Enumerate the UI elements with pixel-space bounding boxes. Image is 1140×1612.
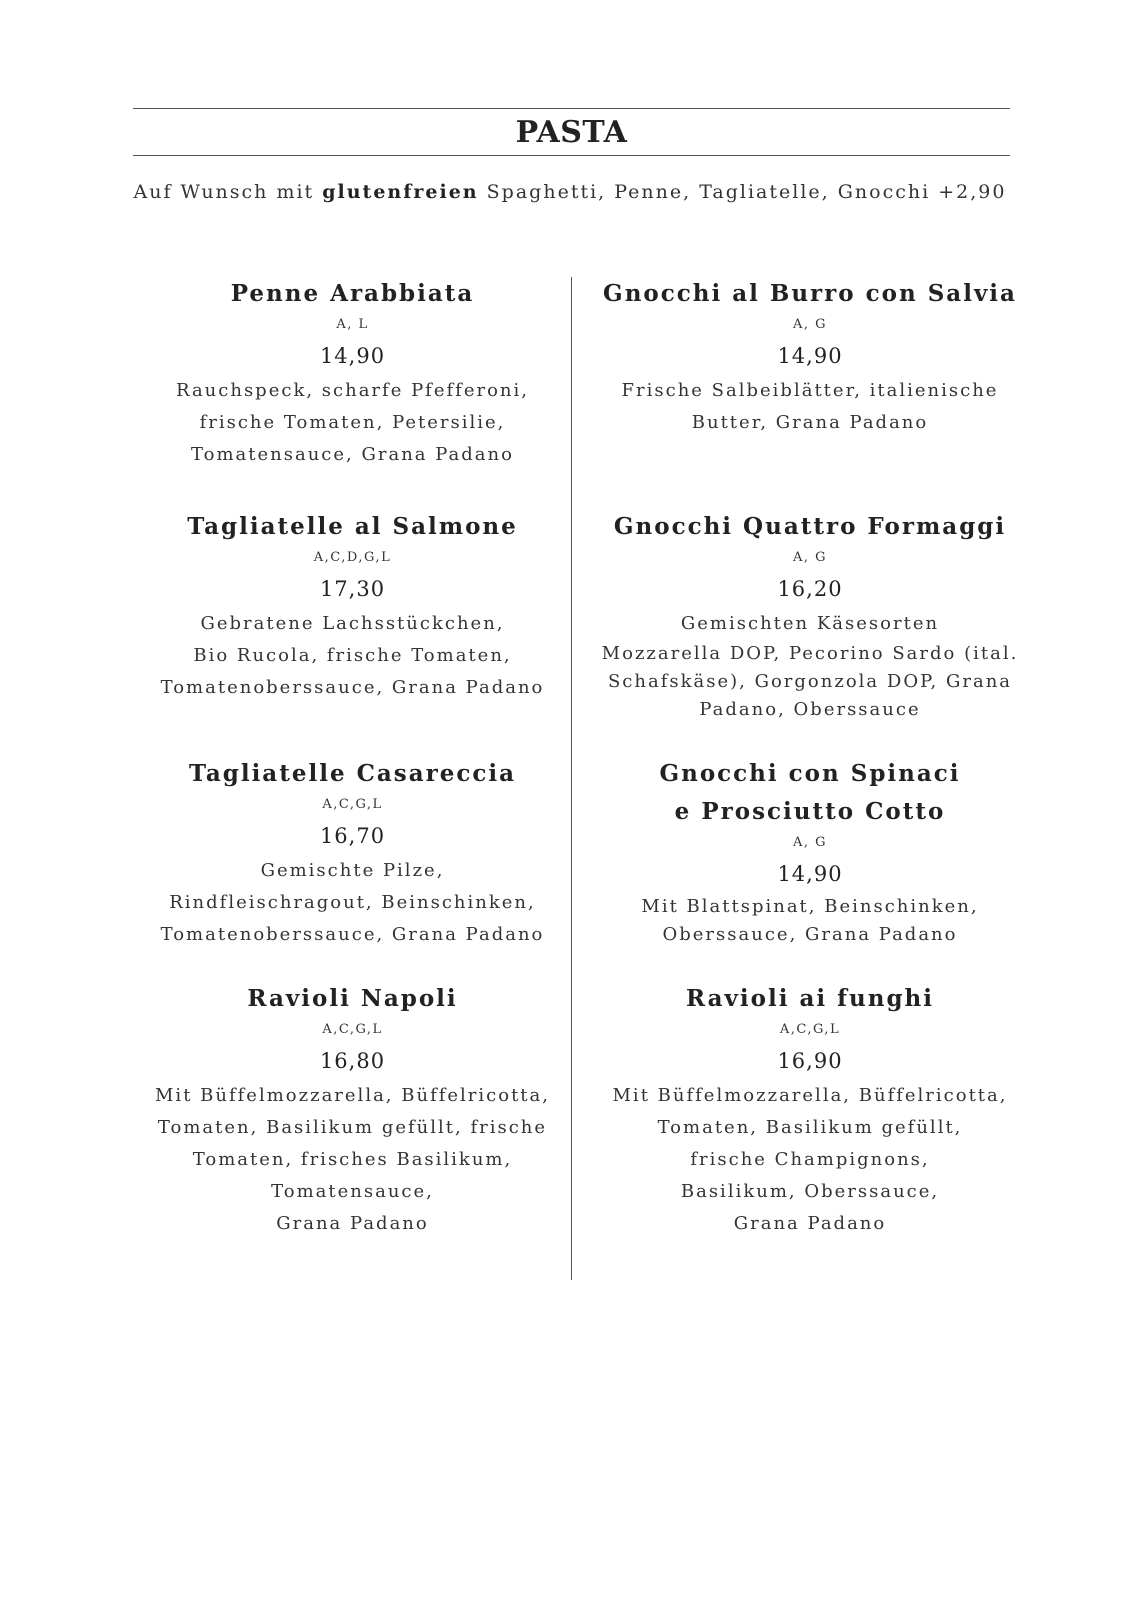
dish-price: 16,80 [319,1049,386,1073]
dish-description-line: Basilikum, Oberssauce, [680,1181,940,1202]
dish-description-line: Tomatensauce, Grana Padano [191,444,514,465]
dish-price: 14,90 [319,344,386,368]
menu-item-ravioli-ai-funghi [595,980,1025,1240]
dish-allergens: A, G [792,317,828,332]
dish-description-line: Mit Büffelmozzarella, Büffelricotta, [612,1085,1008,1106]
dish-description-line: Tomatenoberssauce, Grana Padano [160,677,545,698]
dish-description-intro: Gemischten Käsesorten [680,613,940,634]
dish-price: 16,20 [777,577,843,601]
dish-description-line: Tomaten, Basilikum gefüllt, [657,1117,963,1138]
dish-name: Gnocchi al Burro con Salvia [603,280,1017,307]
dish-allergens: A, G [792,550,828,565]
dish-price: 16,90 [777,1049,843,1073]
dish-allergens: A, G [792,835,828,850]
dish-description-line: Tomatensauce, [271,1181,434,1202]
note-text-before: Auf Wunsch mit [133,181,323,203]
menu-item-gnocchi-quattro-formaggi [595,508,1025,724]
dish-description-line: frische Champignons, [690,1149,930,1170]
dish-description-line: Bio Rucola, frische Tomaten, [193,645,512,666]
dish-description-line: Grana Padano [733,1213,887,1234]
note-text-after: Spaghetti, Penne, Tagliatelle, Gnocchi +2,90 [478,181,1007,203]
menu-item-gnocchi-al-burro [595,275,1025,439]
dish-description-line: Mit Blattspinat, Beinschinken, [641,896,979,917]
dish-description-line: Tomaten, Basilikum gefüllt, frische [157,1117,548,1138]
dish-name: Gnocchi Quattro Formaggi [613,513,1007,540]
dish-description-line: Grana Padano [276,1213,429,1234]
dish-price: 14,90 [777,344,843,368]
dish-price: 16,70 [319,824,386,848]
menu-item-tagliatelle-al-salmone [150,508,555,704]
dish-description-line: Tomatenoberssauce, Grana Padano [160,924,545,945]
header-top-rule [133,108,1010,109]
dish-allergens: A,C,G,L [779,1022,841,1037]
dish-price: 14,90 [777,862,843,886]
dish-name: Ravioli ai funghi [686,985,934,1012]
column-divider [571,277,572,1280]
dish-description-line: frische Tomaten, Petersilie, [199,412,506,433]
dish-allergens: A, L [336,317,369,332]
dish-description-line: Frische Salbeiblätter, italienische [621,380,999,401]
dish-description-line: Butter, Grana Padano [691,412,929,433]
dish-description-line: Rauchspeck, scharfe Pfefferoni, [175,380,529,401]
dish-price: 17,30 [319,577,386,601]
dish-description-line: Gebratene Lachsstückchen, [200,613,505,634]
dish-name: Tagliatelle al Salmone [187,513,518,540]
dish-name: Penne Arabbiata [230,280,475,307]
menu-item-gnocchi-con-spinaci [595,755,1025,949]
dish-allergens: A,C,G,L [322,1022,383,1037]
dish-description-line: Rindfleischragout, Beinschinken, [169,892,536,913]
dish-description-line: Mozzarella DOP, Pecorino Sardo (ital. [601,643,1019,664]
menu-item-penne-arabbiata [150,275,555,471]
dish-name: Gnocchi con Spinaci [659,760,961,787]
dish-allergens: A,C,G,L [322,797,383,812]
header-bottom-rule [133,155,1010,156]
menu-item-tagliatelle-casareccia [150,755,555,951]
gluten-free-note [60,177,1080,207]
dish-name-line-2: e Prosciutto Cotto [674,798,946,825]
page-title: PASTA [515,115,628,150]
note-text-bold: glutenfreien [322,181,479,203]
dish-description-line: Gemischte Pilze, [260,860,445,881]
dish-description-line: Mit Büffelmozzarella, Büffelricotta, [155,1085,550,1106]
dish-description-line: Schafskäse), Gorgonzola DOP, Grana [607,671,1013,692]
menu-item-ravioli-napoli [150,980,555,1240]
dish-description-line: Oberssauce, Grana Padano [662,924,958,945]
dish-description-line: Padano, Oberssauce [699,699,921,720]
dish-description-line: Tomaten, frisches Basilikum, [192,1149,513,1170]
dish-name: Ravioli Napoli [247,985,458,1012]
dish-allergens: A,C,D,G,L [313,550,392,565]
dish-name: Tagliatelle Casareccia [188,760,517,787]
